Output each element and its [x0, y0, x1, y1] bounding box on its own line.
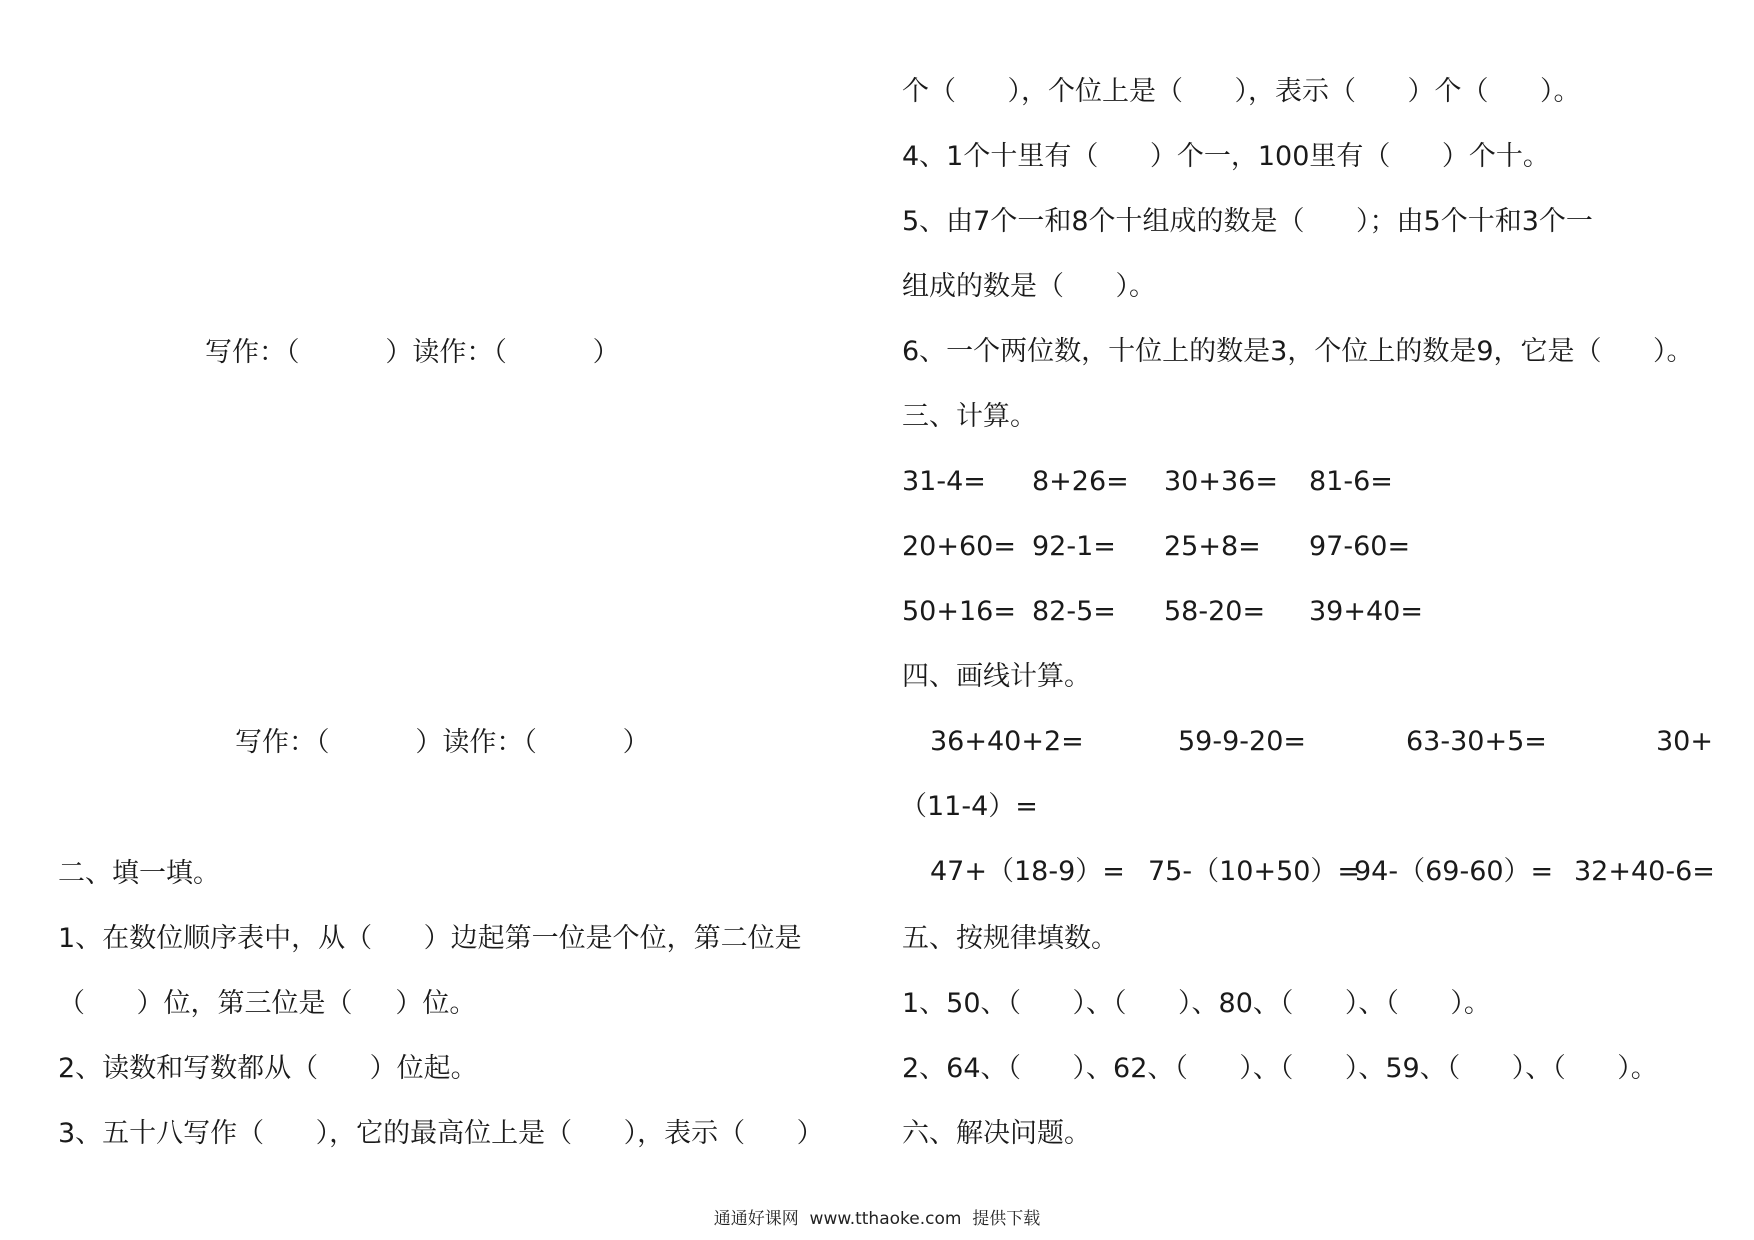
- line-calc-r2-c3: 94-（69-60）=: [1354, 856, 1554, 887]
- question-3-line-2: 个（ ），个位上是（ ），表示（ ）个（ ）。: [902, 76, 1581, 107]
- calc-r2-c3: 25+8=: [1164, 531, 1261, 562]
- section-2-title: 二、填一填。: [58, 858, 220, 889]
- question-5-line-2: 组成的数是（ ）。: [902, 271, 1156, 302]
- calc-r1-c4: 81-6=: [1309, 466, 1393, 497]
- section-4-title: 四、画线计算。: [902, 661, 1091, 692]
- question-3-line-1: 3、五十八写作（ ），它的最高位上是（ ），表示（ ）: [58, 1118, 824, 1149]
- line-calc-r2-c2: 75-（10+50）=: [1148, 856, 1361, 887]
- calc-r1-c2: 8+26=: [1032, 466, 1129, 497]
- footer-credit: 通通好课网 www.tthaoke.com 提供下载: [713, 1209, 1041, 1229]
- question-4: 4、1个十里有（ ）个一，100里有（ ）个十。: [902, 141, 1550, 172]
- write-read-blank-2: 写作：（ ）读作：（ ）: [235, 727, 650, 758]
- line-calc-r1-c4: 30+: [1656, 726, 1713, 757]
- line-calc-r1-c3: 63-30+5=: [1406, 726, 1547, 757]
- calc-r3-c2: 82-5=: [1032, 596, 1116, 627]
- question-1-line-1: 1、在数位顺序表中，从（ ）边起第一位是个位，第二位是: [58, 923, 802, 954]
- calc-r1-c1: 31-4=: [902, 466, 986, 497]
- line-calc-r1-c2: 59-9-20=: [1178, 726, 1306, 757]
- calc-r2-c2: 92-1=: [1032, 531, 1116, 562]
- question-2: 2、读数和写数都从（ ）位起。: [58, 1053, 478, 1084]
- section-3-title: 三、计算。: [902, 401, 1037, 432]
- section-6-title: 六、解决问题。: [902, 1118, 1091, 1149]
- line-calc-r1-c4-continued: （11-4）=: [900, 791, 1038, 822]
- line-calc-r2-c1: 47+（18-9）=: [930, 856, 1125, 887]
- section-5-title: 五、按规律填数。: [902, 923, 1118, 954]
- pattern-1: 1、50、（ ）、（ ）、80、（ ）、（ ）。: [902, 988, 1491, 1019]
- question-5-line-1: 5、由7个一和8个十组成的数是（ ）；由5个十和3个一: [902, 206, 1593, 237]
- write-read-blank-1: 写作：（ ）读作：（ ）: [205, 337, 620, 368]
- calc-r3-c4: 39+40=: [1309, 596, 1423, 627]
- pattern-2: 2、64、（ ）、62、（ ）、（ ）、59、（ ）、（ ）。: [902, 1053, 1658, 1084]
- calc-r1-c3: 30+36=: [1164, 466, 1278, 497]
- question-1-line-2: （ ）位，第三位是（ ）位。: [58, 988, 477, 1019]
- calc-r2-c1: 20+60=: [902, 531, 1016, 562]
- line-calc-r2-c4: 32+40-6=: [1574, 856, 1715, 887]
- calc-r2-c4: 97-60=: [1309, 531, 1411, 562]
- question-6: 6、一个两位数，十位上的数是3，个位上的数是9，它是（ ）。: [902, 336, 1694, 367]
- calc-r3-c1: 50+16=: [902, 596, 1016, 627]
- line-calc-r1-c1: 36+40+2=: [930, 726, 1084, 757]
- calc-r3-c3: 58-20=: [1164, 596, 1266, 627]
